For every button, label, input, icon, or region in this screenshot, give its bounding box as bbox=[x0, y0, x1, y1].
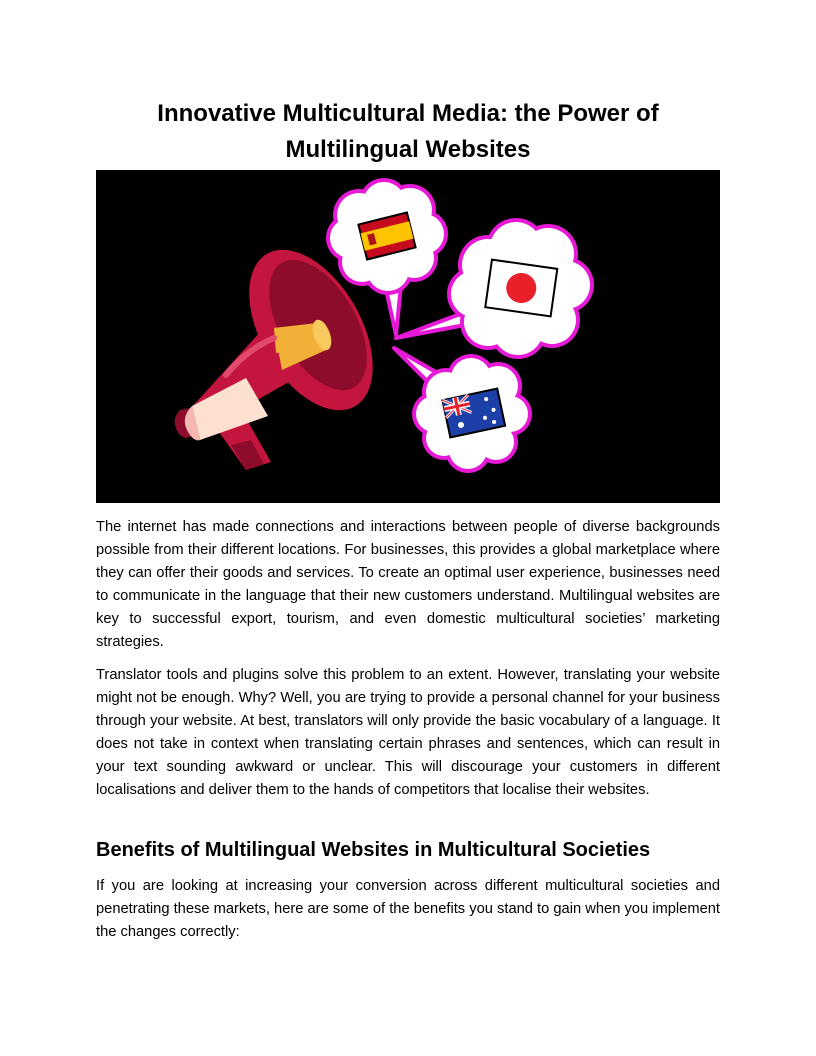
translator-paragraph: Translator tools and plugins solve this problem to an extent. However, translating your website might not be enough. Why? Well, you are trying to provide a personal channel for your business through your website. At best, translators will only provide the basic vocabulary of a language. It does not take in context when translating certain phrases and sentences, which can result in your text sounding awkward or unclear. This will discourage your customers in different localisations and deliver them to the hands of competitors that localise their websites. bbox=[96, 667, 720, 798]
hero-illustration bbox=[96, 170, 720, 503]
japan-flag-icon bbox=[485, 260, 557, 317]
benefits-paragraph: If you are looking at increasing your conversion across different multicultural societies and penetrating these markets, here are some of the benefits you stand to gain when you implement the changes correctly: bbox=[96, 878, 720, 940]
intro-paragraph: The internet has made connections and interactions between people of diverse backgrounds possible from their different locations. For businesses, this provides a global marketplace where they can offer their goods and services. To create an optimal user experience, businesses need to communicate in the language that their new customers understand. Multilingual websites are key to successful export, tourism, and even domestic multicultural societies’ marketing strategies. bbox=[96, 519, 720, 650]
page-title: Innovative Multicultural Media: the Power of Multilingual Websites bbox=[157, 100, 659, 163]
section-heading: Benefits of Multilingual Websites in Multicultural Societies bbox=[96, 839, 651, 861]
